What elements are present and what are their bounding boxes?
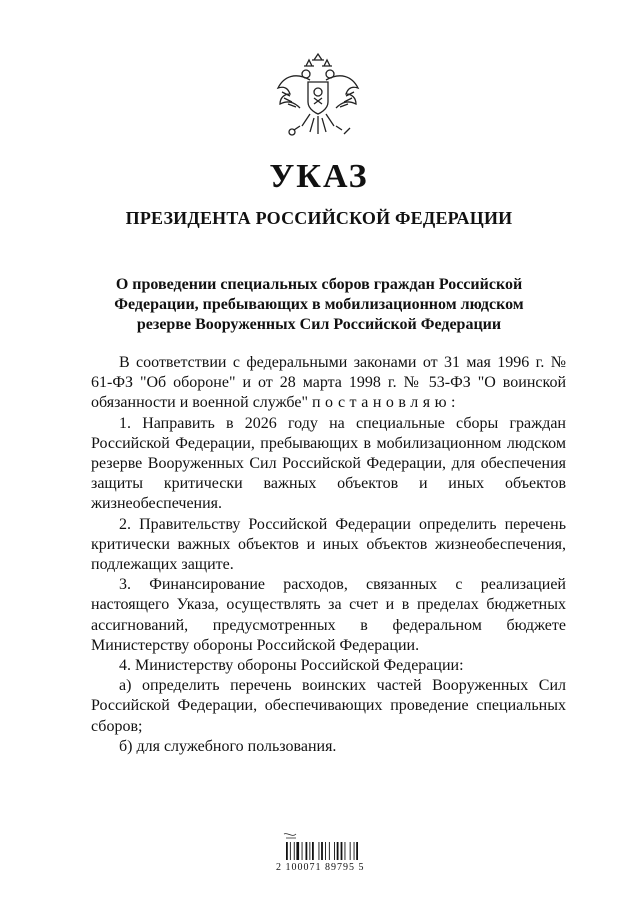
decree-title: УКАЗ <box>269 158 369 195</box>
barcode-bar <box>296 842 299 860</box>
barcode-bar <box>290 842 291 860</box>
barcode-bar <box>309 842 310 860</box>
barcode-bar <box>312 842 314 860</box>
barcode-bar <box>354 842 355 860</box>
barcode-bar <box>319 842 320 860</box>
barcode-bar <box>286 842 288 860</box>
barcode-bar <box>356 842 358 860</box>
decree-word: постановляю: <box>311 394 460 412</box>
barcode-bar <box>334 842 335 860</box>
document-heading <box>100 275 538 335</box>
decree-subitem: а) определить перечень воинских частей Вооруженных Сил Российской Федерации, обеспечивающих проведение специальных сборов; <box>91 677 566 735</box>
heading-line: О проведении специальных сборов граждан Российской <box>115 276 523 293</box>
coat-of-arms-emblem <box>270 52 366 148</box>
barcode-bar <box>294 842 295 860</box>
heading-line: Федерации, пребывающих в мобилизационном людском <box>114 296 524 313</box>
barcode-bar <box>341 842 343 860</box>
document-body <box>91 353 566 757</box>
decree-subtitle: ПРЕЗИДЕНТА РОССИЙСКОЙ ФЕДЕРАЦИИ <box>125 208 513 228</box>
decree-item: 4. Министерству обороны Российской Федерации: <box>119 657 464 675</box>
barcode-bar <box>325 842 326 860</box>
barcode-bar <box>302 842 303 860</box>
barcode-bar <box>329 842 330 860</box>
barcode-number: 2 100071 89795 5 <box>276 862 365 873</box>
barcode-bar <box>337 842 339 860</box>
decree-subitem: б) для служебного пользования. <box>119 737 337 755</box>
barcode-bar <box>306 842 308 860</box>
barcode-bar <box>321 842 323 860</box>
decree-item: 1. Направить в 2026 году на специальные сборы граждан Российской Федерации, пребывающих в мобилизационном людском резерве Вооруженных Сил Российской Федерации, для обеспечения защиты критически важных объектов и иных объектов жизнеобеспечения. <box>91 414 566 513</box>
decree-item: 2. Правительству Российской Федерации определить перечень критически важных объектов и иных объектов жизнеобеспечения, подлежащих защите. <box>91 515 566 574</box>
barcode-bar <box>345 842 346 860</box>
preamble-text: В соответствии с федеральными законами от 31 мая 1996 г. № 61-ФЗ "Об обороне" и от 28 марта 1998 г. № 53-ФЗ "О воинской обязанности и военной службе" <box>91 354 566 412</box>
barcode-bar <box>350 842 351 860</box>
decree-item: 3. Финансирование расходов, связанных с реализацией настоящего Указа, осуществлять за счет и в пределах бюджетных ассигнований, предусмотренных в федеральном бюджете Министерству обороны Российской Федерации. <box>91 576 566 654</box>
heading-line: резерве Вооруженных Сил Российской Федерации <box>136 316 502 333</box>
preamble-paragraph <box>91 353 566 414</box>
